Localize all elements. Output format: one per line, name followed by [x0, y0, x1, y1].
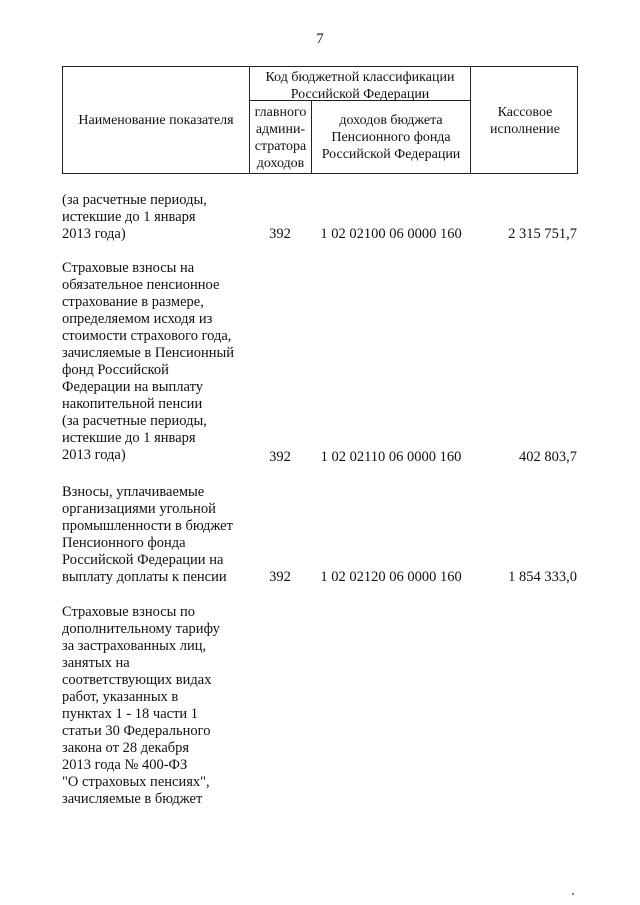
name-line: организациями угольной: [62, 501, 216, 517]
name-line: статьи 30 Федерального: [62, 723, 211, 739]
header-divider-3: [470, 66, 471, 174]
row-amount: 402 803,7: [519, 449, 577, 465]
header-divider-1: [249, 66, 250, 174]
name-line: соответствующих видах: [62, 672, 212, 688]
name-line: зачисляемые в бюджет: [62, 791, 203, 807]
row-amount: 2 315 751,7: [508, 226, 577, 242]
name-line: зачисляемые в Пенсионный: [62, 345, 234, 361]
name-line: дополнительному тарифу: [62, 621, 220, 637]
name-line: стоимости страхового года,: [62, 328, 232, 344]
name-line: (за расчетные периоды,: [62, 192, 207, 208]
name-line: за застрахованных лиц,: [62, 638, 207, 654]
name-line: Федерации на выплату: [62, 379, 203, 395]
header-cash-execution: Кассовое исполнение: [490, 105, 560, 137]
row-indicator-name: [62, 260, 252, 464]
name-line: "О страховых пенсиях",: [62, 774, 210, 790]
header-divider-2: [311, 100, 312, 174]
name-line: Пенсионного фонда: [62, 535, 186, 551]
scan-speck: [572, 893, 574, 895]
row-indicator-name: [62, 192, 252, 243]
header-left-border: [62, 66, 63, 174]
name-line: обязательное пенсионное: [62, 277, 220, 293]
name-line: 2013 года № 400-ФЗ: [62, 757, 188, 773]
name-line: накопительной пенсии: [62, 396, 203, 412]
name-line: работ, указанных в: [62, 689, 179, 705]
name-line: истекшие до 1 января: [62, 430, 196, 446]
header-classification-code: Код бюджетной классификации Российской Федерации: [265, 70, 455, 102]
header-top-border: [62, 66, 578, 67]
name-line: страхование в размере,: [62, 294, 204, 310]
row-indicator-name: [62, 484, 252, 586]
header-pension-fund-revenues: доходов бюджета Пенсионного фонда Российской Федерации: [321, 113, 461, 162]
name-line: 2013 года): [62, 226, 126, 242]
header-indicator-name: Наименование показателя: [78, 113, 234, 128]
name-line: Страховые взносы по: [62, 604, 196, 620]
row-admin-code: 392: [269, 449, 291, 465]
name-line: занятых на: [62, 655, 130, 671]
row-classification-code: 1 02 02120 06 0000 160: [320, 569, 462, 585]
row-classification-code: 1 02 02100 06 0000 160: [320, 226, 462, 242]
header-bottom-border: [62, 173, 578, 174]
name-line: выплату доплаты к пенсии: [62, 569, 227, 585]
name-line: промышленности в бюджет: [62, 518, 233, 534]
header-right-border: [577, 66, 578, 174]
page-number: 7: [316, 31, 324, 47]
row-admin-code: 392: [269, 569, 291, 585]
row-indicator-name: [62, 604, 252, 808]
name-line: закона от 28 декабря: [62, 740, 190, 756]
name-line: истекшие до 1 января: [62, 209, 196, 225]
row-amount: 1 854 333,0: [508, 569, 577, 585]
name-line: определяемом исходя из: [62, 311, 213, 327]
name-line: фонд Российской: [62, 362, 169, 378]
header-chief-administrator: главного админи-стратора доходов: [254, 105, 307, 171]
name-line: Взносы, уплачиваемые: [62, 484, 205, 500]
name-line: (за расчетные периоды,: [62, 413, 207, 429]
name-line: пунктах 1 - 18 части 1: [62, 706, 199, 722]
name-line: Российской Федерации на: [62, 552, 224, 568]
row-classification-code: 1 02 02110 06 0000 160: [320, 449, 462, 465]
name-line: 2013 года): [62, 447, 126, 463]
row-admin-code: 392: [269, 226, 291, 242]
name-line: Страховые взносы на: [62, 260, 195, 276]
